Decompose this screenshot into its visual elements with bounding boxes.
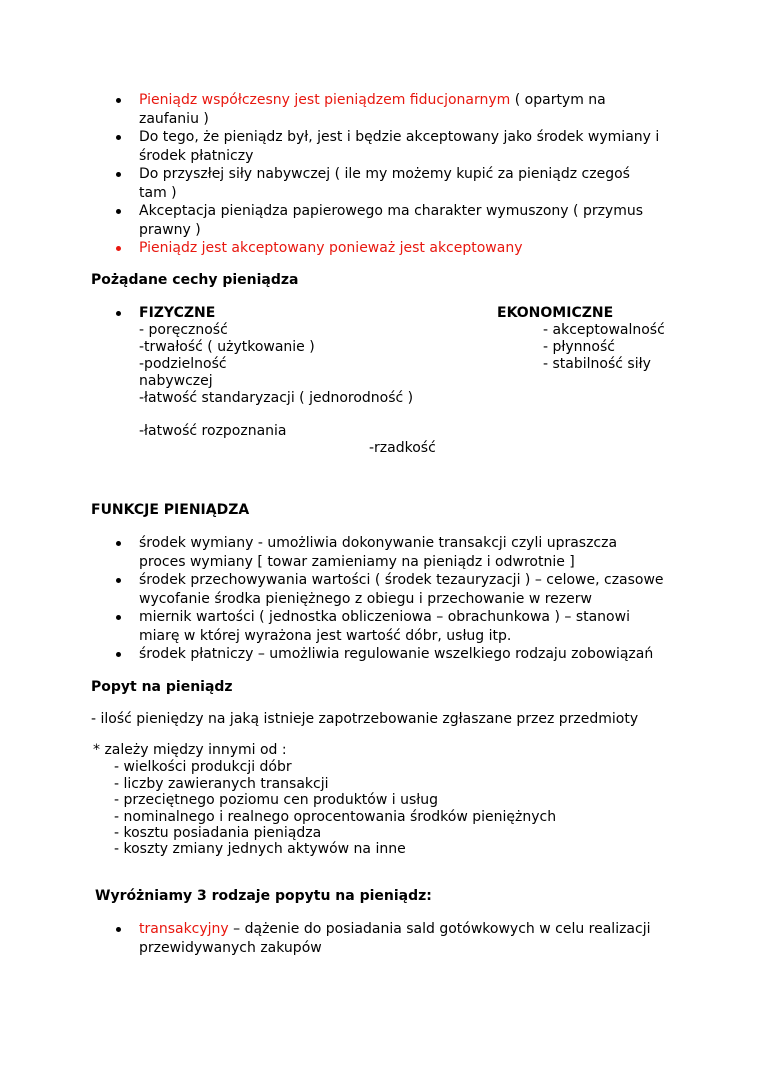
popyt-factor-3: - przeciętnego poziomu cen produktów i usług bbox=[114, 792, 439, 808]
rzadkosc-item: -rzadkość bbox=[369, 440, 436, 456]
intro-bullet-5: Pieniądz jest akceptowany ponieważ jest akceptowany bbox=[139, 240, 523, 256]
funkcje-item-2-line1: środek przechowywania wartości ( środek tezauryzacji ) – celowe, czasowe bbox=[139, 572, 664, 588]
bullet-icon bbox=[116, 172, 121, 177]
plain-text: – dążenie do posiadania sald gotówkowych w celu realizacji bbox=[228, 921, 651, 937]
fizyczne-item-3: -podzielność bbox=[139, 356, 227, 372]
bullet-icon bbox=[116, 927, 121, 932]
bullet-icon bbox=[116, 135, 121, 140]
intro-bullet-4-line2: prawny ) bbox=[139, 222, 201, 238]
intro-bullet-1-line2: zaufaniu ) bbox=[139, 111, 209, 127]
funkcje-item-1-line2: proces wymiany [ towar zamieniamy na pieniądz i odwrotnie ] bbox=[139, 554, 575, 570]
cechy-heading: Pożądane cechy pieniądza bbox=[91, 272, 299, 288]
ekonomiczne-item-2: - płynność bbox=[543, 339, 615, 355]
popyt-factor-2: - liczby zawieranych transakcji bbox=[114, 776, 329, 792]
red-text: transakcyjny bbox=[139, 921, 229, 937]
popyt-zalezy: * zależy między innymi od : bbox=[93, 742, 287, 758]
funkcje-item-4-line1: środek płatniczy – umożliwia regulowanie wszelkiego rodzaju zobowiązań bbox=[139, 646, 654, 662]
popyt-factor-6: - koszty zmiany jednych aktywów na inne bbox=[114, 841, 406, 857]
funkcje-item-1-line1: środek wymiany - umożliwia dokonywanie transakcji czyli upraszcza bbox=[139, 535, 618, 551]
intro-bullet-1-line1 bbox=[139, 91, 606, 109]
intro-bullet-4-line1: Akceptacja pieniądza papierowego ma charakter wymuszony ( przymus bbox=[139, 203, 644, 219]
funkcje-heading: FUNKCJE PIENIĄDZA bbox=[91, 502, 250, 518]
ekonomiczne-title: EKONOMICZNE bbox=[497, 305, 614, 321]
bullet-icon bbox=[116, 615, 121, 620]
funkcje-item-3-line1: miernik wartości ( jednostka obliczeniowa – obrachunkowa ) – stanowi bbox=[139, 609, 630, 625]
fizyczne-item-6: -łatwość rozpoznania bbox=[139, 423, 287, 439]
intro-bullet-3-line2: tam ) bbox=[139, 185, 177, 201]
rodzaje-item-1-line1 bbox=[139, 920, 650, 938]
funkcje-item-2-line2: wycofanie środka pieniężnego z obiegu i przechowanie w rezerw bbox=[139, 591, 592, 607]
red-text: Pieniądz współczesny jest pieniądzem fiducjonarnym bbox=[139, 92, 511, 108]
bullet-icon bbox=[116, 311, 121, 316]
bullet-icon bbox=[116, 209, 121, 214]
popyt-factor-5: - kosztu posiadania pieniądza bbox=[114, 825, 322, 841]
intro-bullet-2-line1: Do tego, że pieniądz był, jest i będzie akceptowany jako środek wymiany i bbox=[139, 129, 660, 145]
popyt-factor-4: - nominalnego i realnego oprocentowania środków pieniężnych bbox=[114, 809, 557, 825]
intro-bullet-2-line2: środek płatniczy bbox=[139, 148, 254, 164]
bullet-icon bbox=[116, 98, 121, 103]
fizyczne-item-2: -trwałość ( użytkowanie ) bbox=[139, 339, 315, 355]
fizyczne-item-1: - poręczność bbox=[139, 322, 228, 338]
ekonomiczne-item-1: - akceptowalność bbox=[543, 322, 665, 338]
plain-text: ( opartym na bbox=[510, 92, 606, 108]
bullet-icon bbox=[116, 246, 121, 251]
fizyczne-title: FIZYCZNE bbox=[139, 305, 216, 321]
bullet-icon bbox=[116, 541, 121, 546]
intro-bullet-3-line1: Do przyszłej siły nabywczej ( ile my możemy kupić za pieniądz czegoś bbox=[139, 166, 630, 182]
popyt-heading: Popyt na pieniądz bbox=[91, 679, 233, 695]
funkcje-item-3-line2: miarę w której wyrażona jest wartość dóbr, usług itp. bbox=[139, 628, 512, 644]
fizyczne-item-5: -łatwość standaryzacji ( jednorodność ) bbox=[139, 390, 414, 406]
bullet-icon bbox=[116, 578, 121, 583]
ekonomiczne-item-3: - stabilność siły bbox=[543, 356, 651, 372]
popyt-factor-1: - wielkości produkcji dóbr bbox=[114, 759, 292, 775]
popyt-definition: - ilość pieniędzy na jaką istnieje zapotrzebowanie zgłaszane przez przedmioty bbox=[91, 711, 639, 727]
fizyczne-item-4: nabywczej bbox=[139, 373, 213, 389]
rodzaje-item-1-line2: przewidywanych zakupów bbox=[139, 940, 322, 956]
rodzaje-heading: Wyróżniamy 3 rodzaje popytu na pieniądz: bbox=[95, 888, 432, 904]
bullet-icon bbox=[116, 652, 121, 657]
